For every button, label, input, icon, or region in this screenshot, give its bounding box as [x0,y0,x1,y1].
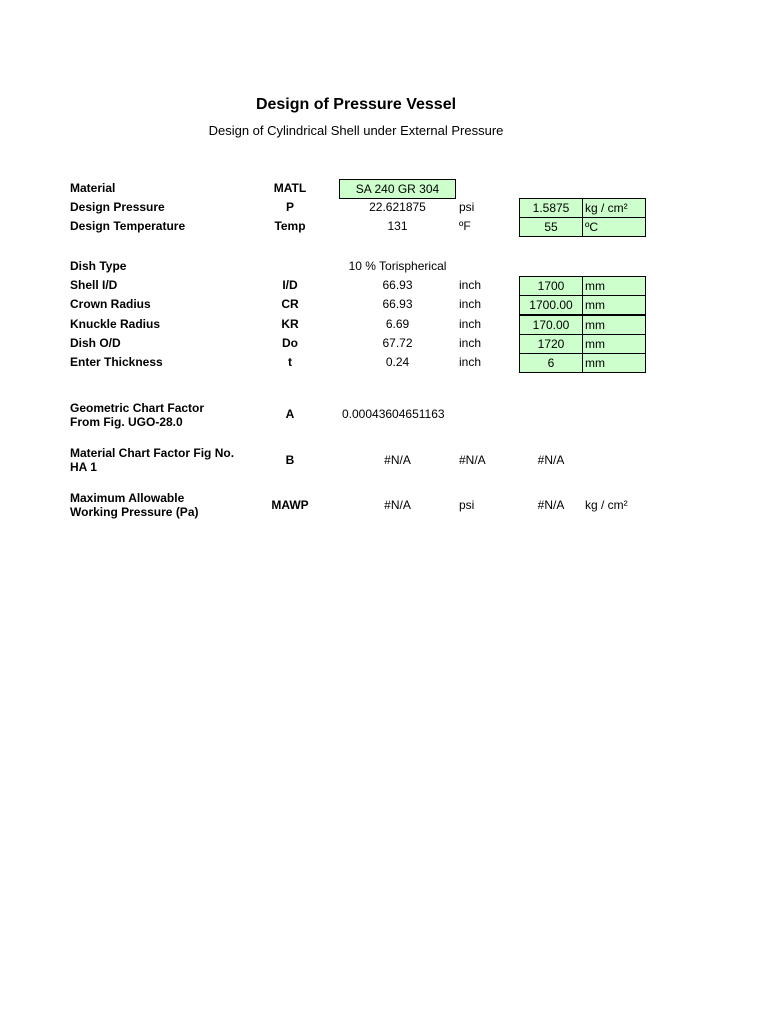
shell-id-symbol: I/D [282,278,298,292]
mawp-metric-unit: kg / cm² [585,498,628,512]
knuckle-radius-label: Knuckle Radius [70,317,161,331]
design-pressure-metric-unit: kg / cm² [582,198,646,218]
geometric-factor-label: Geometric Chart Factor From Fig. UGO-28.0 [70,401,205,430]
material-factor-symbol: B [285,453,295,467]
crown-radius-unit: inch [459,297,482,311]
knuckle-radius-unit: inch [459,317,482,331]
dish-od-symbol: Do [282,336,298,350]
crown-radius-label: Crown Radius [70,297,151,311]
shell-id-unit: inch [459,278,482,292]
dish-od-unit: inch [459,336,482,350]
material-input[interactable]: SA 240 GR 304 [339,179,456,199]
mawp-value: #N/A [384,498,411,512]
shell-id-metric-input[interactable]: 1700 [519,276,583,296]
thickness-label: Enter Thickness [70,355,163,369]
crown-radius-value: 66.93 [382,297,413,311]
material-factor-value3: #N/A [537,453,565,467]
thickness-metric-input[interactable]: 6 [519,353,583,373]
design-temperature-symbol: Temp [274,219,306,233]
design-temperature-unit: ºF [459,219,471,233]
dish-type-label: Dish Type [70,259,127,273]
page-title: Design of Pressure Vessel [255,96,457,113]
crown-radius-metric-input[interactable]: 1700.00 [519,295,583,315]
material-factor-value: #N/A [384,453,411,467]
shell-id-value: 66.93 [382,278,413,292]
dish-od-metric-unit: mm [582,334,646,354]
design-temperature-value: 131 [387,219,408,233]
design-pressure-metric-input[interactable]: 1.5875 [519,198,583,218]
mawp-label: Maximum Allowable Working Pressure (Pa) [70,491,199,520]
thickness-symbol: t [288,355,292,369]
dish-od-value: 67.72 [382,336,413,350]
knuckle-radius-symbol: KR [281,317,299,331]
material-label: Material [70,181,116,195]
dish-od-metric-input[interactable]: 1720 [519,334,583,354]
design-pressure-unit: psi [459,200,475,214]
material-factor-value2: #N/A [459,453,486,467]
design-pressure-value: 22.621875 [369,200,426,214]
dish-type-value: 10 % Torispherical [348,259,447,273]
thickness-metric-unit: mm [582,353,646,373]
page-subtitle: Design of Cylindrical Shell under External Pressure [208,123,504,138]
knuckle-radius-metric-input[interactable]: 170.00 [519,315,583,335]
design-pressure-symbol: P [285,200,294,214]
shell-id-metric-unit: mm [582,276,646,296]
mawp-metric-value: #N/A [537,498,565,512]
dish-od-label: Dish O/D [70,336,121,350]
thickness-value: 0.24 [385,355,410,369]
crown-radius-metric-unit: mm [582,295,646,315]
mawp-symbol: MAWP [271,498,309,512]
mawp-unit: psi [459,498,475,512]
material-symbol: MATL [273,181,307,195]
design-temperature-metric-unit: ºC [582,217,646,237]
crown-radius-symbol: CR [281,297,299,311]
geometric-factor-value: 0.00043604651163 [342,407,445,421]
knuckle-radius-value: 6.69 [385,317,410,331]
shell-id-label: Shell I/D [70,278,118,292]
material-factor-label: Material Chart Factor Fig No. HA 1 [70,446,235,475]
geometric-factor-symbol: A [285,407,295,421]
design-pressure-label: Design Pressure [70,200,165,214]
design-temperature-metric-input[interactable]: 55 [519,217,583,237]
design-temperature-label: Design Temperature [70,219,186,233]
knuckle-radius-metric-unit: mm [582,315,646,335]
thickness-unit: inch [459,355,482,369]
